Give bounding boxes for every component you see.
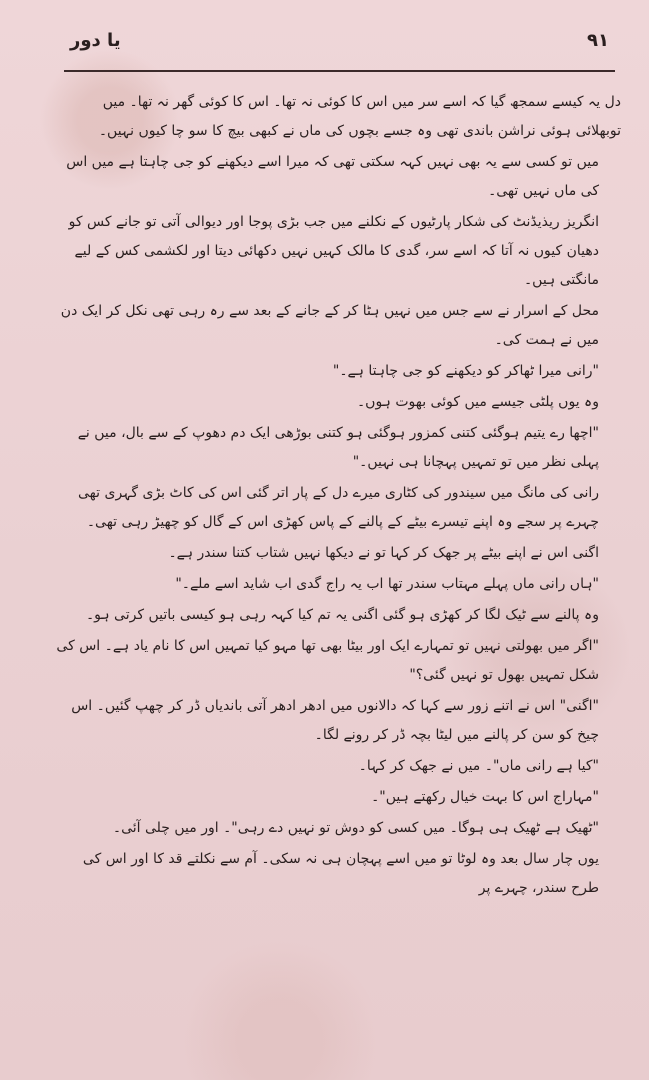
paragraph: محل کے اسرار نے سے جس میں نہیں ہٹا کر کے جانے کے بعد سے رہ رہی تھی نکل کر ایک دن میں نے ہمت کی۔	[60, 303, 599, 348]
paragraph: انگریز ریذیڈنٹ کی شکار پارٹیوں کے نکلنے میں جب بڑی پوجا اور دیوالی آتی تو جانے کس کو دھیان کیوں نہ آتا کہ اسے سر، گدی کا مالک کہیں نہیں دکھائی دیتا اور لکشمی کس کے لیے مانگتی ہیں۔	[68, 214, 599, 288]
paragraph: دل یہ کیسے سمجھ گیا کہ اسے سر میں اس کا کوئی نہ تھا۔ اس کا کوئی گھر نہ تھا۔ میں توبھلائی ہوئی نراشن باندی تھی وہ جسے بچوں کی ماں نے کبھی بیچ کا سو چا کیوں نہیں۔	[98, 94, 621, 139]
dialogue-line: "اگر میں بھولتی نہیں تو تمہارے ایک اور بیٹا بھی تھا مہو کیا تمہیں اس کا نام یاد ہے۔ اس کی شکل تمہیں بھول تو نہیں گئی؟"	[56, 638, 599, 683]
paragraph: اگنی اس نے اپنے بیٹے پر جھک کر کہا تو نے دیکھا نہیں شتاب کتنا سندر ہے۔	[168, 545, 599, 561]
body-text	[56, 88, 621, 1060]
dialogue-line: "کیا ہے رانی ماں"۔ میں نے جھک کر کہا۔	[358, 758, 599, 774]
dialogue-line: "اچھا رے یتیم ہوگئی کتنی کمزور ہوگئی ہو کتنی بوڑھی ایک دم دھوپ کے سے بال، میں نے پہلی نظر میں تو تمہیں پہچانا ہی نہیں۔"	[77, 425, 599, 470]
journal-name: یا دور	[70, 30, 121, 51]
header-rule	[64, 70, 615, 72]
paragraph: وہ پالنے سے ٹیک لگا کر کھڑی ہو گئی اگنی یہ تم کیا کہہ رہی ہو کیسی باتیں کرتی ہو۔	[85, 607, 599, 623]
paragraph: رانی کی مانگ میں سیندور کی کٹاری میرے دل کے پار اتر گئی اس کی کاٹ بڑی گہری تھی چہرے پر سجے وہ اپنے تیسرے بیٹے کے پالنے کے پاس کھڑی اس کے گال کو چھیڑ رہی تھی۔	[78, 485, 599, 530]
page-header	[70, 30, 609, 60]
dialogue-line: "ہاں رانی ماں پہلے مہتاب سندر تھا اب یہ راج گدی اب شاید اسے ملے۔"	[175, 576, 599, 592]
dialogue-line: "ٹھیک ہے ٹھیک ہی ہوگا۔ میں کسی کو دوش تو نہیں دے رہی"۔ اور میں چلی آئی۔	[112, 820, 599, 836]
paragraph: یوں چار سال بعد وہ لوٹا تو میں اسے پہچان ہی نہ سکی۔ آم سے نکلتے قد کا اور اس کی طرح سندر، چہرے پر	[82, 851, 599, 896]
page-number: ۹۱	[587, 30, 609, 51]
paragraph: میں تو کسی سے یہ بھی نہیں کہہ سکتی تھی کہ میرا اسے دیکھنے کو جی چاہتا ہے میں اس کی ماں نہیں تھی۔	[66, 154, 599, 199]
dialogue-line: "مہاراج اس کا بہت خیال رکھتے ہیں"۔	[371, 789, 599, 805]
dialogue-line: "رانی میرا ٹھاکر کو دیکھنے کو جی چاہتا ہے۔"	[332, 363, 599, 379]
paragraph: وہ یوں پلٹی جیسے میں کوئی بھوت ہوں۔	[356, 394, 599, 410]
dialogue-line: "اگنی" اس نے اتنے زور سے کہا کہ دالانوں میں ادھر ادھر آتی باندیاں ڈر کر چھپ گئیں۔ اس چیخ کو سن کر پالنے میں لیٹا بچہ ڈر کر رونے لگا۔	[71, 698, 599, 743]
